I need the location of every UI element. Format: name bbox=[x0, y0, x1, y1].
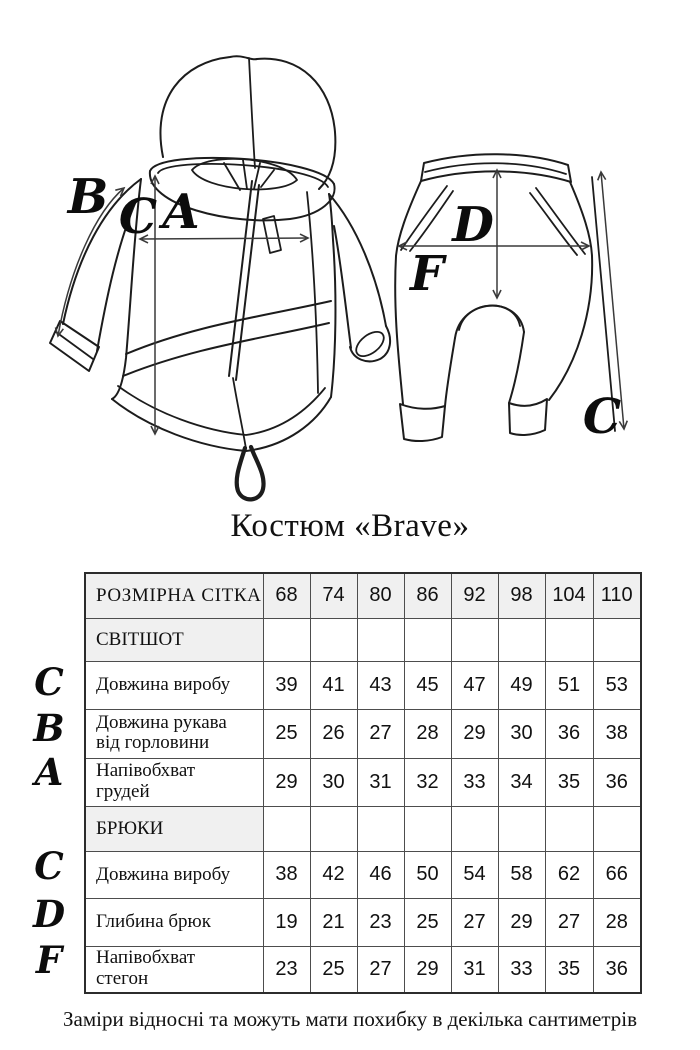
value-cell: 28 bbox=[404, 709, 451, 758]
size-grid-heading: РОЗМІРНА СІТКА bbox=[85, 573, 263, 618]
body-hem-inner bbox=[118, 386, 325, 435]
size-header-cell: 98 bbox=[498, 573, 545, 618]
size-table bbox=[84, 572, 642, 994]
right-cuff bbox=[350, 326, 390, 361]
size-header-cell: 104 bbox=[545, 573, 593, 618]
value-cell: 53 bbox=[593, 661, 641, 709]
row-letter-sweatshirt-length: C bbox=[34, 660, 64, 704]
empty-cell bbox=[357, 806, 404, 851]
value-cell: 36 bbox=[545, 709, 593, 758]
value-cell: 27 bbox=[357, 709, 404, 758]
size-header-cell: 86 bbox=[404, 573, 451, 618]
value-cell: 34 bbox=[498, 758, 545, 806]
value-cell: 50 bbox=[404, 851, 451, 898]
value-cell: 39 bbox=[263, 661, 310, 709]
jacket-drawing bbox=[50, 56, 390, 499]
pants-label-length: C bbox=[582, 389, 622, 445]
disclaimer-note: Заміри відносні та можуть мати похибку в декілька сантиметрів bbox=[62, 1007, 638, 1031]
value-cell: 29 bbox=[263, 758, 310, 806]
section-label-sweatshirt: СВІТШОТ bbox=[85, 618, 263, 661]
size-header-cell: 74 bbox=[310, 573, 357, 618]
value-cell: 46 bbox=[357, 851, 404, 898]
body-right-edge bbox=[329, 194, 335, 397]
row-label: Довжина рукава від горловини bbox=[85, 709, 263, 758]
empty-cell bbox=[404, 618, 451, 661]
row-label: Напівобхват грудей bbox=[85, 758, 263, 806]
empty-cell bbox=[593, 806, 641, 851]
value-cell: 23 bbox=[357, 898, 404, 946]
size-header-cell: 110 bbox=[593, 573, 641, 618]
left-cuff-seam bbox=[56, 332, 93, 359]
table-row bbox=[85, 946, 641, 993]
size-header-cell: 80 bbox=[357, 573, 404, 618]
value-cell: 29 bbox=[451, 709, 498, 758]
value-cell: 25 bbox=[310, 946, 357, 993]
value-cell: 31 bbox=[357, 758, 404, 806]
value-cell: 42 bbox=[310, 851, 357, 898]
row-letter-sweatshirt-chest: A bbox=[34, 750, 64, 794]
value-cell: 30 bbox=[498, 709, 545, 758]
left-pant-cuff bbox=[400, 404, 445, 441]
value-cell: 43 bbox=[357, 661, 404, 709]
pants-label-depth: D bbox=[452, 197, 494, 253]
zipper-pull bbox=[263, 216, 281, 253]
empty-cell bbox=[357, 618, 404, 661]
value-cell: 28 bbox=[593, 898, 641, 946]
row-letter-pants-depth: D bbox=[32, 892, 66, 936]
chest-band bbox=[123, 301, 331, 376]
row-letter-sweatshirt-sleeve: B bbox=[33, 706, 65, 750]
section-row-sweatshirt bbox=[85, 618, 641, 661]
value-cell: 38 bbox=[263, 851, 310, 898]
value-cell: 29 bbox=[404, 946, 451, 993]
right-leg-inner bbox=[509, 332, 524, 403]
value-cell: 41 bbox=[310, 661, 357, 709]
value-cell: 33 bbox=[451, 758, 498, 806]
empty-cell bbox=[263, 618, 310, 661]
row-letter-pants-hips: F bbox=[35, 938, 63, 982]
jacket-label-length: C bbox=[118, 189, 158, 245]
value-cell: 36 bbox=[593, 758, 641, 806]
drawstring-loop bbox=[237, 447, 264, 499]
section-row-pants bbox=[85, 806, 641, 851]
value-cell: 33 bbox=[498, 946, 545, 993]
closure-bottom bbox=[233, 378, 246, 449]
empty-cell bbox=[310, 806, 357, 851]
value-cell: 27 bbox=[545, 898, 593, 946]
right-pant-cuff bbox=[509, 399, 547, 435]
value-cell: 45 bbox=[404, 661, 451, 709]
empty-cell bbox=[498, 618, 545, 661]
row-label: Напівобхват стегон bbox=[85, 946, 263, 993]
empty-cell bbox=[498, 806, 545, 851]
table-row bbox=[85, 758, 641, 806]
value-cell: 19 bbox=[263, 898, 310, 946]
empty-cell bbox=[451, 618, 498, 661]
row-label: Довжина виробу bbox=[85, 661, 263, 709]
value-cell: 32 bbox=[404, 758, 451, 806]
empty-cell bbox=[404, 806, 451, 851]
table-row bbox=[85, 661, 641, 709]
closure-line bbox=[229, 181, 259, 380]
crotch-seam bbox=[459, 305, 520, 330]
row-label: Довжина виробу bbox=[85, 851, 263, 898]
empty-cell bbox=[545, 618, 593, 661]
left-leg-inner bbox=[445, 338, 455, 406]
value-cell: 62 bbox=[545, 851, 593, 898]
right-sleeve-outer bbox=[329, 194, 386, 326]
right-front-seam bbox=[307, 192, 318, 393]
value-cell: 66 bbox=[593, 851, 641, 898]
crotch-arc bbox=[455, 306, 524, 338]
empty-cell bbox=[545, 806, 593, 851]
value-cell: 47 bbox=[451, 661, 498, 709]
value-cell: 49 bbox=[498, 661, 545, 709]
value-cell: 26 bbox=[310, 709, 357, 758]
value-cell: 35 bbox=[545, 758, 593, 806]
table-row bbox=[85, 898, 641, 946]
garment-diagram bbox=[0, 0, 700, 505]
jacket-label-chest: A bbox=[162, 184, 200, 240]
value-cell: 36 bbox=[593, 946, 641, 993]
value-cell: 27 bbox=[451, 898, 498, 946]
pants-drawing bbox=[395, 154, 624, 445]
value-cell: 54 bbox=[451, 851, 498, 898]
hood-center-seam bbox=[249, 58, 255, 168]
value-cell: 25 bbox=[404, 898, 451, 946]
value-cell: 31 bbox=[451, 946, 498, 993]
empty-cell bbox=[310, 618, 357, 661]
value-cell: 35 bbox=[545, 946, 593, 993]
value-cell: 30 bbox=[310, 758, 357, 806]
waistband-seam bbox=[425, 163, 566, 174]
page-title: Костюм «Brave» bbox=[230, 508, 470, 544]
value-cell: 27 bbox=[357, 946, 404, 993]
empty-cell bbox=[593, 618, 641, 661]
empty-cell bbox=[451, 806, 498, 851]
value-cell: 38 bbox=[593, 709, 641, 758]
row-label: Глибина брюк bbox=[85, 898, 263, 946]
value-cell: 29 bbox=[498, 898, 545, 946]
jacket-label-sleeve: B bbox=[67, 169, 109, 225]
value-cell: 51 bbox=[545, 661, 593, 709]
pants-label-hips: F bbox=[409, 246, 445, 302]
right-cuff-opening bbox=[352, 327, 388, 361]
value-cell: 58 bbox=[498, 851, 545, 898]
table-header-row bbox=[85, 573, 641, 618]
table-row bbox=[85, 851, 641, 898]
size-header-cell: 92 bbox=[451, 573, 498, 618]
value-cell: 21 bbox=[310, 898, 357, 946]
hood-brim-top bbox=[150, 158, 334, 184]
value-cell: 25 bbox=[263, 709, 310, 758]
table-row bbox=[85, 709, 641, 758]
row-letter-pants-length: C bbox=[34, 844, 64, 888]
body-hem-outer bbox=[112, 397, 331, 451]
left-pocket bbox=[401, 186, 453, 251]
empty-cell bbox=[263, 806, 310, 851]
value-cell: 23 bbox=[263, 946, 310, 993]
section-label-pants: БРЮКИ bbox=[85, 806, 263, 851]
right-sleeve-inner bbox=[334, 226, 351, 348]
size-header-cell: 68 bbox=[263, 573, 310, 618]
